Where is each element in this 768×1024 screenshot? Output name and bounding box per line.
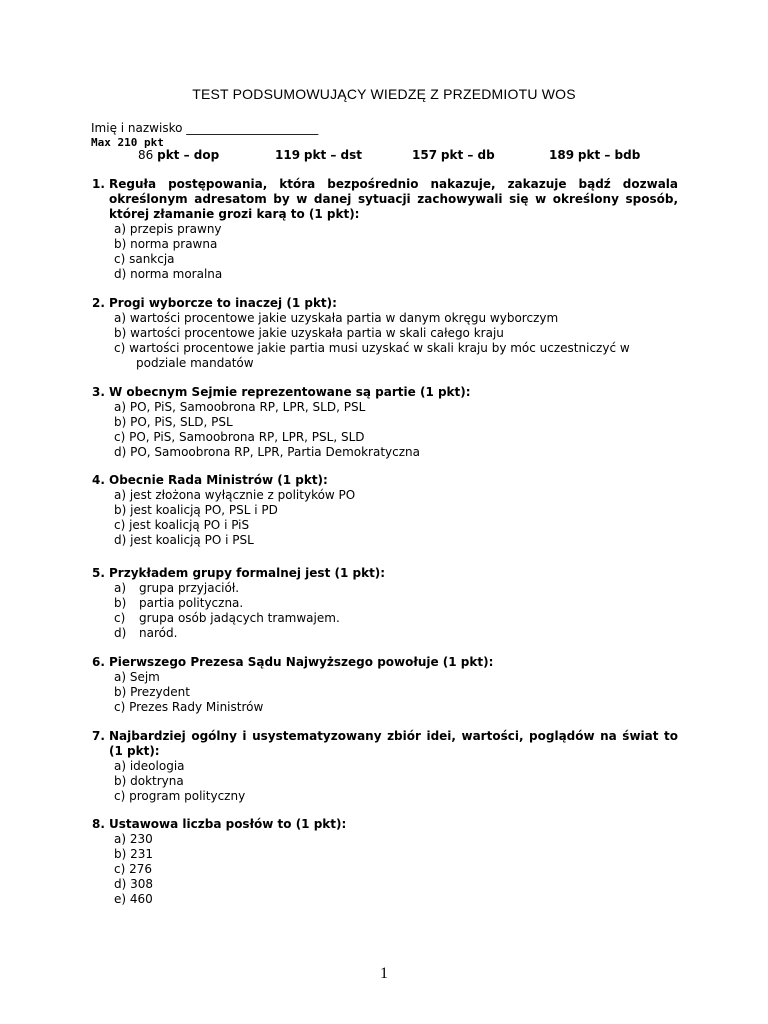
question-3 [92,385,678,460]
grading-scale [0,148,768,164]
answer-option: d) PO, Samoobrona RP, LPR, Partia Demokratyczna [114,445,421,459]
answer-option: c) sankcja [114,252,175,266]
answer-option: b) jest koalicją PO, PSL i PD [114,503,278,517]
answer-option: a) jest złożona wyłącznie z polityków PO [114,488,356,502]
grade-dst: 119 pkt – dst [275,148,363,162]
answer-option: c) program polityczny [114,789,246,803]
answer-option: a) ideologia [114,759,185,773]
answer-option: a) grupa przyjaciół. [114,581,240,595]
answer-option: c) jest koalicją PO i PiS [114,518,250,532]
question-text: 4. Obecnie Rada Ministrów (1 pkt): [92,473,328,487]
question-text: 1. Reguła postępowania, która bezpośrednio nakazuje, zakazuje bądź dozwala określonym adresatom by w danej sytuacji zachowywali się w określony sposób, której złamanie grozi karą to (1 pkt): [92,177,678,221]
answer-option: d) jest koalicją PO i PSL [114,533,254,547]
answer-option: d) naród. [114,626,178,640]
question-7 [92,729,678,804]
answer-option: a) Sejm [114,670,160,684]
page-number: 1 [380,965,388,982]
answer-option: b) Prezydent [114,685,190,699]
question-8 [92,817,678,907]
answer-option: e) 460 [114,892,153,906]
grade-db: 157 pkt – db [412,148,495,162]
answer-option: b) PO, PiS, SLD, PSL [114,415,233,429]
question-text: 2. Progi wyborcze to inaczej (1 pkt): [92,296,337,310]
question-1 [92,177,678,282]
answer-option: a) 230 [114,832,153,846]
answer-option: c) PO, PiS, Samoobrona RP, LPR, PSL, SLD [114,430,365,444]
question-6 [92,655,678,715]
document-title: TEST PODSUMOWUJĄCY WIEDZĘ Z PRZEDMIOTU WOS [192,86,576,102]
question-4 [92,473,678,548]
answer-option: d) 308 [114,877,154,891]
question-5 [92,566,678,641]
answer-option: c) grupa osób jadących tramwajem. [114,611,340,625]
question-text: 7. Najbardziej ogólny i usystematyzowany zbiór idei, wartości, poglądów na świat to (1 pkt): [92,729,678,758]
answer-option: c) Prezes Rady Ministrów [114,700,264,714]
question-text: 6. Pierwszego Prezesa Sądu Najwyższego powołuje (1 pkt): [92,655,494,669]
name-field-line: Imię i nazwisko ______________________ [91,121,319,135]
answer-option: c) wartości procentowe jakie partia musi uzyskać w skali kraju by móc uczestniczyć w podziale mandatów [114,341,630,370]
max-points: Max 210 pkt [91,136,164,149]
answer-option: c) 276 [114,862,152,876]
question-text: 8. Ustawowa liczba posłów to (1 pkt): [92,817,347,831]
question-text: 3. W obecnym Sejmie reprezentowane są partie (1 pkt): [92,385,471,399]
grade-dop: 86 pkt – dop [138,148,220,162]
answer-option: b) doktryna [114,774,184,788]
answer-option: a) przepis prawny [114,222,222,236]
answer-option: a) PO, PiS, Samoobrona RP, LPR, SLD, PSL [114,400,366,414]
answer-option: b) partia polityczna. [114,596,244,610]
grade-bdb: 189 pkt – bdb [549,148,641,162]
answer-option: d) norma moralna [114,267,223,281]
answer-option: b) norma prawna [114,237,218,251]
question-2 [92,296,678,371]
question-text: 5. Przykładem grupy formalnej jest (1 pkt): [92,566,386,580]
answer-option: a) wartości procentowe jakie uzyskała partia w danym okręgu wyborczym [114,311,559,325]
answer-option: b) 231 [114,847,154,861]
answer-option: b) wartości procentowe jakie uzyskała partia w skali całego kraju [114,326,504,340]
